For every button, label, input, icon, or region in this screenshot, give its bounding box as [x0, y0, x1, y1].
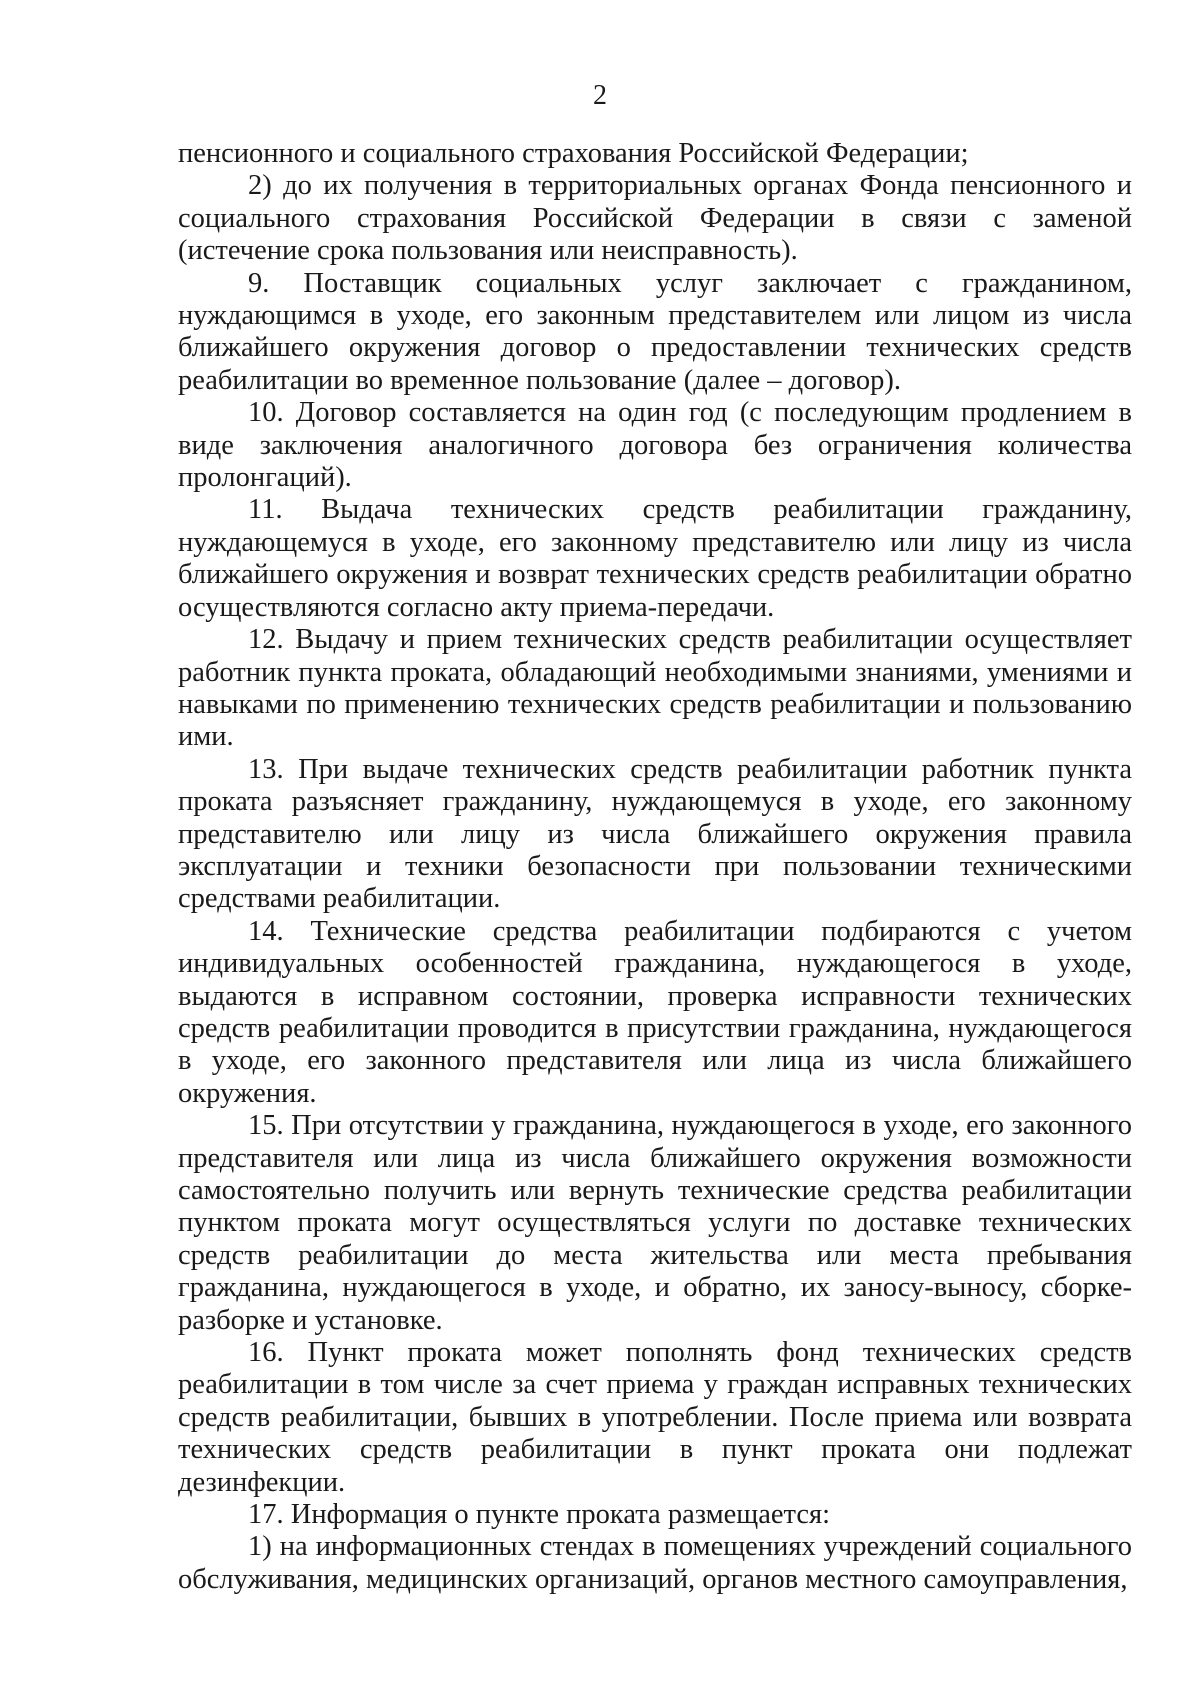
paragraph-10: 10. Договор составляется на один год (с последующим продлением в виде заключения аналогичного договора без ограничения количества пролонгаций). [178, 397, 1132, 494]
paragraph-14: 14. Технические средства реабилитации подбираются с учетом индивидуальных особенностей гражданина, нуждающегося в уходе, выдаются в исправном состоянии, проверка исправности технических средств реабилитации проводится в присутствии гражданина, нуждающегося в уходе, его законного представителя или лица из числа ближайшего окружения. [178, 915, 1132, 1109]
paragraph-9: 9. Поставщик социальных услуг заключает с гражданином, нуждающимся в уходе, его законным представителем или лицом из числа ближайшего окружения договор о предоставлении технических средств реабилитации во временное пользование (далее – договор). [178, 267, 1132, 396]
paragraph-12: 12. Выдачу и прием технических средств реабилитации осуществляет работник пункта проката, обладающий необходимыми знаниями, умениями и навыками по применению технических средств реабилитации и пользованию ими. [178, 624, 1132, 753]
paragraph-17-item-1: 1) на информационных стендах в помещениях учреждений социального обслуживания, медицинских организаций, органов местного самоуправления, [178, 1531, 1132, 1595]
paragraph-11: 11. Выдача технических средств реабилитации гражданину, нуждающемуся в уходе, его законному представителю или лицу из числа ближайшего окружения и возврат технических средств реабилитации обратно осуществляются согласно акту приема-передачи. [178, 494, 1132, 623]
document-body [178, 138, 1132, 1596]
page-number: 2 [593, 80, 607, 111]
paragraph-15: 15. При отсутствии у гражданина, нуждающегося в уходе, его законного представителя или лица из числа ближайшего окружения возможности самостоятельно получить или вернуть технические средства реабилитации пунктом проката могут осуществляться услуги по доставке технических средств реабилитации до места жительства или места пребывания гражданина, нуждающегося в уходе, и обратно, их заносу-выносу, сборке-разборке и установке. [178, 1110, 1132, 1336]
paragraph-list-item-2: 2) до их получения в территориальных органах Фонда пенсионного и социального страхования Российской Федерации в связи с заменой (истечение срока пользования или неисправность). [178, 170, 1132, 267]
paragraph-continuation: пенсионного и социального страхования Российской Федерации; [178, 138, 969, 169]
paragraph-16: 16. Пункт проката может пополнять фонд технических средств реабилитации в том числе за счет приема у граждан исправных технических средств реабилитации, бывших в употреблении. После приема или возврата технических средств реабилитации в пункт проката они подлежат дезинфекции. [178, 1337, 1132, 1498]
paragraph-13: 13. При выдаче технических средств реабилитации работник пункта проката разъясняет гражданину, нуждающемуся в уходе, его законному представителю или лицу из числа ближайшего окружения правила эксплуатации и техники безопасности при пользовании техническими средствами реабилитации. [178, 753, 1132, 915]
paragraph-17: 17. Информация о пункте проката размещается: [248, 1499, 830, 1531]
